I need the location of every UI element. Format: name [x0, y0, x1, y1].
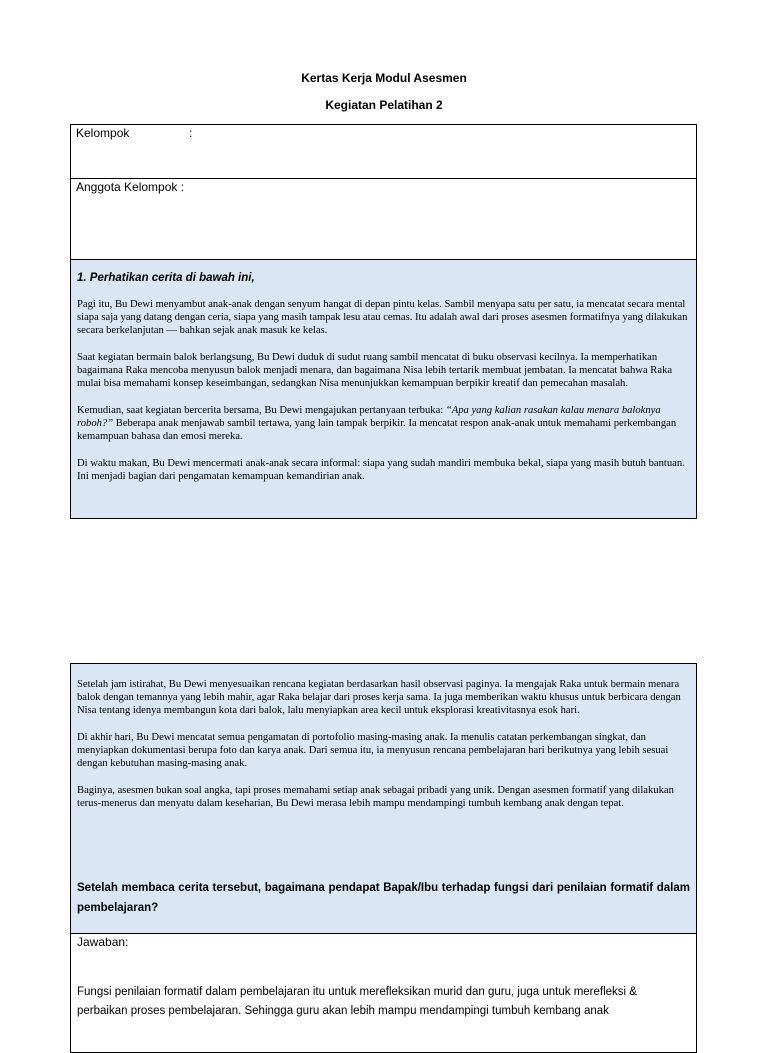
story-paragraph: Baginya, asesmen bukan soal angka, tapi proses memahami setiap anak sebagai pribadi yang unik. Dengan asesmen formatif yang dilakukan terus-menerus dan menyatu dalam keseharian, Bu Dewi merasa lebih mampu mendampingi tumbuh kembang anak dengan tepat. [77, 785, 674, 809]
kelompok-label: Kelompok [76, 126, 130, 140]
story-paragraph [77, 404, 690, 443]
answer-text[interactable]: Fungsi penilaian formatif dalam pembelajaran itu untuk merefleksikan murid dan guru, juga untuk merefleksi & perbaikan proses pembelajaran. Sehingga guru akan lebih mampu mendampingi tumbuh kembang anak [77, 986, 637, 1017]
story-quote: “Apa yang kalian rasakan kalau menara baloknya roboh?” [77, 405, 661, 429]
story-text-1 [77, 298, 690, 483]
story-paragraph: Di akhir hari, Bu Dewi mencatat semua pengamatan di portofolio masing-masing anak. Ia menulis catatan perkembangan singkat, dan menyiapkan dokumentasi berupa foto dan karya anak. Dari semua itu, ia menyusun rencana pembelajaran hari berikutnya yang lebih sesuai dengan kebutuhan masing-masing anak. [77, 732, 669, 769]
kelompok-colon: : [189, 126, 193, 140]
answer-label: Jawaban: [77, 935, 129, 949]
document-title: Kertas Kerja Modul Asesmen [301, 71, 467, 85]
story-paragraph-end: Beberapa anak menjawab sambil tertawa, yang lain tampak berpikir. Ia mencatat respon anak-anak untuk memahami perkembangan kemampuan bahasa dan emosi mereka. [77, 418, 677, 442]
story-paragraph: Di waktu makan, Bu Dewi mencermati anak-anak secara informal: siapa yang sudah mandiri membuka bekal, siapa yang masih butuh bantuan. Ini menjadi bagian dari pengamatan kemampuan kemandirian anak. [77, 458, 685, 482]
answer-box[interactable] [70, 933, 697, 1053]
kelompok-field[interactable] [70, 124, 697, 179]
document-subtitle: Kegiatan Pelatihan 2 [325, 98, 443, 112]
story-paragraph: Saat kegiatan bermain balok berlangsung, Bu Dewi duduk di sudut ruang sambil mencatat di buku observasi kecilnya. Ia memperhatikan bagaimana Raka mencoba menyusun balok menjadi menara, dan bagaimana Nisa lebih tertarik membuat jembatan. Ia mencatat bahwa Raka mulai bisa memahami konsep keseimbangan, sedangkan Nisa menunjukkan kemampuan berpikir kreatif dan pemecahan masalah. [77, 352, 673, 389]
anggota-field[interactable] [70, 178, 697, 260]
story-box-2 [70, 663, 697, 934]
story-paragraph-start: Kemudian, saat kegiatan bercerita bersama, Bu Dewi mengajukan pertanyaan terbuka: [77, 405, 446, 416]
anggota-label: Anggota Kelompok : [76, 180, 185, 194]
story-box-1 [70, 259, 697, 519]
section-heading: 1. Perhatikan cerita di bawah ini, [77, 272, 255, 284]
reflection-question: Setelah membaca cerita tersebut, bagaimana pendapat Bapak/Ibu terhadap fungsi dari penilaian formatif dalam pembelajaran? [77, 882, 690, 914]
story-paragraph: Setelah jam istirahat, Bu Dewi menyesuaikan rencana kegiatan berdasarkan hasil observasi paginya. Ia mengajak Raka untuk bermain menara balok dengan temannya yang lebih mahir, agar Raka belajar dari proses kerja sama. Ia juga memberikan waktu khusus untuk berbicara dengan Nisa tentang idenya membangun kota dari balok, lalu menyiapkan area kecil untuk eksplorasi kreativitasnya esok hari. [77, 679, 681, 716]
story-text-2 [77, 678, 690, 810]
story-paragraph: Pagi itu, Bu Dewi menyambut anak-anak dengan senyum hangat di depan pintu kelas. Sambil menyapa satu per satu, ia mencatat secara mental siapa saja yang datang dengan ceria, siapa yang masih tampak lesu atau cemas. Itu adalah awal dari proses asesmen formatifnya yang dilakukan secara berkelanjutan — bahkan sejak anak masuk ke kelas. [77, 299, 688, 336]
